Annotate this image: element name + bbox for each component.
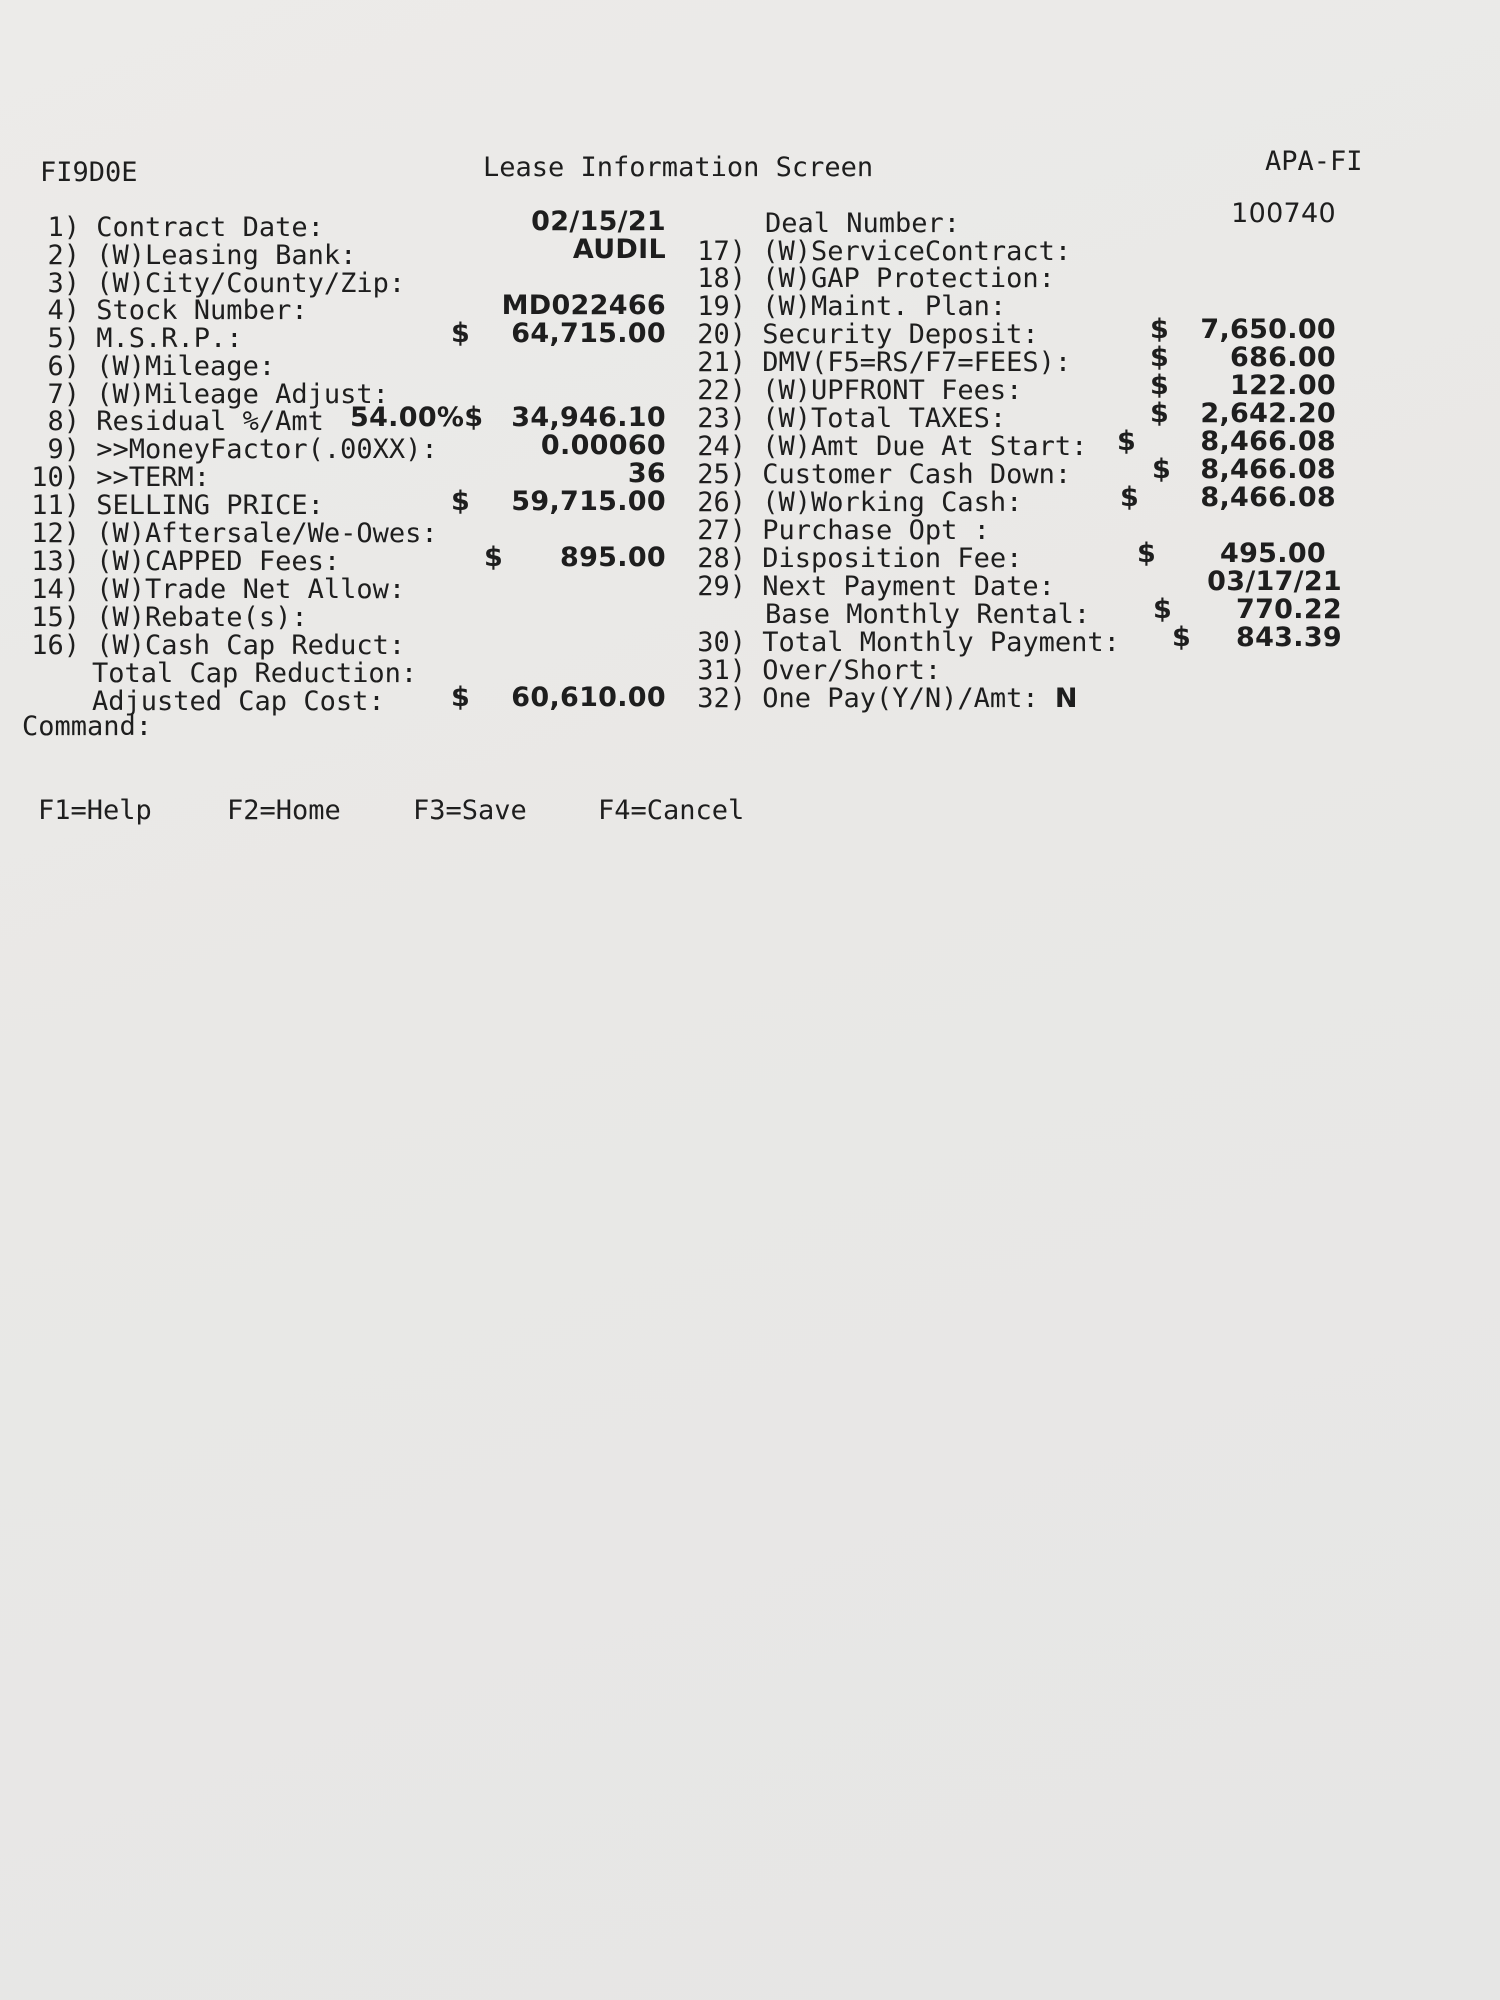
field-amt-due-at-start[interactable]: 24) (W)Amt Due At Start: (697, 431, 1088, 462)
field-one-pay[interactable]: 32) One Pay(Y/N)/Amt: N (697, 683, 1078, 714)
working-cash-currency: $ (1120, 482, 1140, 513)
field-purchase-opt[interactable]: 27) Purchase Opt : (697, 515, 990, 546)
adjusted-cap-cost-currency: $ (451, 682, 471, 713)
deal-number-label: Deal Number: (765, 208, 961, 239)
field-dmv[interactable]: 21) DMV(F5=RS/F7=FEES): (697, 347, 1072, 378)
field-next-payment-date[interactable]: 29) Next Payment Date: (697, 571, 1055, 602)
one-pay-value: N (1054, 683, 1078, 714)
term-value: 36 (627, 458, 666, 489)
command-label: Command: (22, 711, 153, 742)
leasing-bank-value: AUDIL (572, 234, 666, 265)
security-deposit-currency: $ (1150, 314, 1170, 345)
field-maint-plan[interactable]: 19) (W)Maint. Plan: (697, 291, 1007, 322)
field-upfront-fees[interactable]: 22) (W)UPFRONT Fees: (697, 375, 1023, 406)
field-label: >>MoneyFactor(.00XX): (96, 434, 438, 465)
field-label: Security Deposit: (762, 319, 1039, 350)
command-prompt[interactable] (22, 713, 152, 741)
upfront-fees-currency: $ (1150, 370, 1170, 401)
disposition-fee-value: 495.00 (1220, 538, 1326, 569)
amt-due-currency: $ (1117, 426, 1137, 457)
field-term[interactable]: 10) >>TERM: (31, 462, 211, 493)
field-label: (W)Total TAXES: (762, 403, 1007, 434)
residual-percent: 54.00%$ (350, 402, 484, 433)
field-city-county-zip[interactable]: 3) (W)City/County/Zip: (47, 268, 406, 299)
field-label: M.S.R.P.: (96, 323, 243, 354)
field-residual[interactable]: 8) Residual %/Amt (47, 406, 324, 437)
adjusted-cap-cost-label: Adjusted Cap Cost: (92, 686, 385, 717)
money-factor-value: 0.00060 (540, 430, 666, 461)
selling-price-currency: $ (451, 486, 471, 517)
field-label: SELLING PRICE: (96, 490, 324, 521)
field-contract-date[interactable]: 1) Contract Date: (47, 212, 324, 243)
cancel-key[interactable]: F4=Cancel (598, 795, 745, 826)
security-deposit-value: 7,650.00 (1200, 314, 1336, 345)
field-label: (W)UPFRONT Fees: (762, 375, 1023, 406)
field-label: (W)GAP Protection: (762, 263, 1055, 294)
capped-fees-value: 895.00 (560, 542, 666, 573)
working-cash-value: 8,466.08 (1200, 482, 1336, 513)
field-cash-cap-reduct[interactable]: 16) (W)Cash Cap Reduct: (31, 630, 406, 661)
total-monthly-payment-value: 843.39 (1236, 622, 1342, 653)
field-label: (W)Rebate(s): (96, 602, 308, 633)
total-taxes-value: 2,642.20 (1200, 398, 1336, 429)
total-taxes-currency: $ (1150, 398, 1170, 429)
field-rebates[interactable]: 15) (W)Rebate(s): (31, 602, 308, 633)
field-label: Next Payment Date: (762, 571, 1055, 602)
field-label: >>TERM: (96, 462, 211, 493)
field-aftersale[interactable]: 12) (W)Aftersale/We-Owes: (31, 518, 438, 549)
dmv-currency: $ (1150, 342, 1170, 373)
selling-price-value: 59,715.00 (511, 486, 666, 517)
stock-number-value: MD022466 (501, 290, 666, 321)
field-working-cash[interactable]: 26) (W)Working Cash: (697, 487, 1023, 518)
field-label: (W)City/County/Zip: (96, 268, 406, 299)
field-label: (W)Mileage Adjust: (96, 379, 389, 410)
next-payment-date-value: 03/17/21 (1207, 566, 1342, 597)
field-mileage-adjust[interactable]: 7) (W)Mileage Adjust: (47, 379, 389, 410)
field-msrp[interactable]: 5) M.S.R.P.: (47, 323, 243, 354)
field-money-factor[interactable]: 9) >>MoneyFactor(.00XX): (47, 434, 438, 465)
adjusted-cap-cost-value: 60,610.00 (511, 682, 666, 713)
field-label: Contract Date: (96, 212, 324, 243)
field-label: (W)Amt Due At Start: (762, 431, 1088, 462)
field-label: DMV(F5=RS/F7=FEES): (762, 347, 1072, 378)
field-label: (W)Trade Net Allow: (96, 574, 406, 605)
field-label: Customer Cash Down: (762, 459, 1072, 490)
field-stock-number[interactable]: 4) Stock Number: (47, 295, 308, 326)
field-label: (W)Leasing Bank: (96, 240, 357, 271)
base-monthly-rental-value: 770.22 (1236, 594, 1342, 625)
field-label: (W)Aftersale/We-Owes: (96, 518, 438, 549)
field-leasing-bank[interactable]: 2) (W)Leasing Bank: (47, 240, 357, 271)
contract-date-value: 02/15/21 (531, 206, 666, 237)
field-label: (W)Working Cash: (762, 487, 1023, 518)
base-monthly-rental-currency: $ (1153, 594, 1173, 625)
total-cap-reduction-label: Total Cap Reduction: (92, 658, 418, 689)
help-key[interactable]: F1=Help (38, 795, 152, 826)
field-mileage[interactable]: 6) (W)Mileage: (47, 351, 276, 382)
dmv-value: 686.00 (1230, 342, 1336, 373)
msrp-currency: $ (451, 318, 471, 349)
field-total-taxes[interactable]: 23) (W)Total TAXES: (697, 403, 1007, 434)
disposition-fee-currency: $ (1137, 538, 1157, 569)
field-label: (W)Mileage: (96, 351, 276, 382)
field-label: (W)Cash Cap Reduct: (96, 630, 406, 661)
msrp-value: 64,715.00 (511, 318, 666, 349)
field-label: (W)Maint. Plan: (762, 291, 1007, 322)
field-over-short[interactable]: 31) Over/Short: (697, 655, 942, 686)
residual-amount-value: 34,946.10 (511, 402, 666, 433)
total-monthly-payment-currency: $ (1172, 622, 1192, 653)
base-monthly-rental-label: Base Monthly Rental: (765, 599, 1091, 630)
amt-due-value: 8,466.08 (1200, 426, 1336, 457)
system-id: APA-FI (1265, 146, 1363, 177)
field-label: Stock Number: (96, 295, 308, 326)
field-label: Disposition Fee: (762, 543, 1023, 574)
field-total-monthly-payment[interactable]: 30) Total Monthly Payment: (697, 627, 1120, 658)
cash-down-value: 8,466.08 (1200, 454, 1336, 485)
field-service-contract[interactable]: 17) (W)ServiceContract: (697, 236, 1072, 267)
home-key[interactable]: F2=Home (227, 795, 341, 826)
page-title: Lease Information Screen (483, 152, 874, 183)
deal-number-value: 100740 (1231, 198, 1336, 229)
save-key[interactable]: F3=Save (413, 795, 527, 826)
field-label: Purchase Opt : (762, 515, 990, 546)
field-label: (W)ServiceContract: (762, 236, 1072, 267)
field-selling-price[interactable]: 11) SELLING PRICE: (31, 490, 324, 521)
field-label: (W)CAPPED Fees: (96, 546, 341, 577)
screen-id: FI9D0E (40, 157, 138, 188)
field-label: One Pay(Y/N)/Amt: (762, 683, 1039, 714)
field-customer-cash-down[interactable]: 25) Customer Cash Down: (697, 459, 1072, 490)
capped-fees-currency: $ (484, 542, 504, 573)
upfront-fees-value: 122.00 (1230, 370, 1336, 401)
field-disposition-fee[interactable]: 28) Disposition Fee: (697, 543, 1023, 574)
field-capped-fees[interactable]: 13) (W)CAPPED Fees: (31, 546, 341, 577)
field-gap-protection[interactable]: 18) (W)GAP Protection: (697, 263, 1055, 294)
field-label: Over/Short: (762, 655, 942, 686)
field-security-deposit[interactable]: 20) Security Deposit: (697, 319, 1039, 350)
cash-down-currency: $ (1152, 454, 1172, 485)
field-trade-net-allow[interactable]: 14) (W)Trade Net Allow: (31, 574, 406, 605)
field-label: Residual %/Amt (96, 406, 324, 437)
field-label: Total Monthly Payment: (762, 627, 1120, 658)
